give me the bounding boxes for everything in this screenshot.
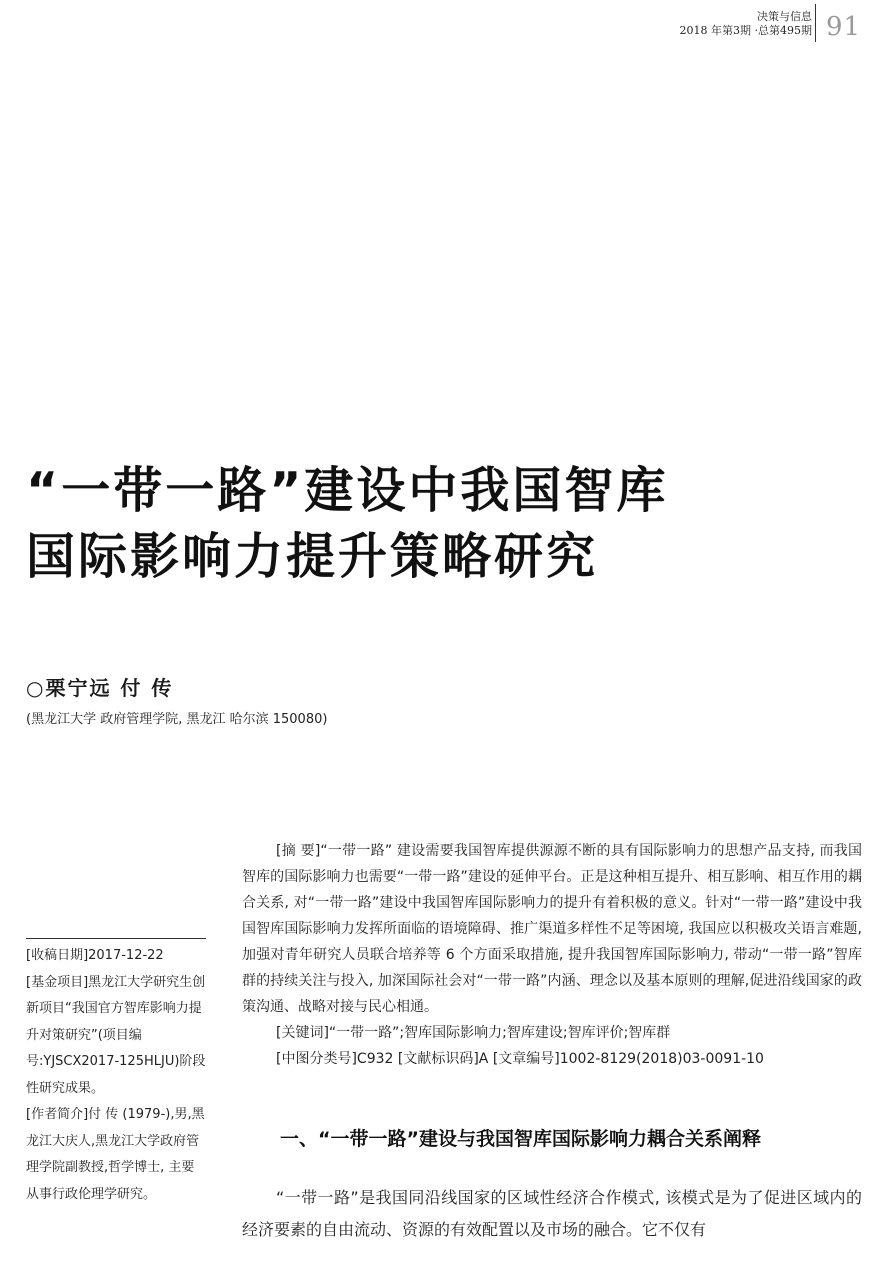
article-title	[26, 458, 786, 590]
author-bio: [作者简介]付 传 (1979-),男,黑龙江大庆人,黑龙江大学政府管理学院副教授,哲学博士, 主要从事行政伦理学研究。	[26, 1107, 205, 1202]
abstract-text: [摘 要]“一带一路” 建设需要我国智库提供源源不断的具有国际影响力的思想产品支持, 而我国智库的国际影响力也需要“一带一路”建设的延伸平台。正是这种相互提升、相互影响、相互作用的耦合关系, 对“一带一路”建设中我国智库国际影响力的提升有着积极的意义。针对“一带一路”建设中我国智库国际影响力发挥所面临的语境障碍、推广渠道多样性不足等困境, 我国应以积极攻关语言难题, 加强对青年研究人员联合培养等 6 个方面采取措施, 提升我国智库国际影响力, 带动“一带一路”智库群的持续关注与投入, 加深国际社会对“一带一路”内涵、理念以及基本原则的理解,促进沿线国家的政策沟通、战略对接与民心相通。	[242, 843, 862, 1015]
section-heading: 一、“一带一路”建设与我国智库国际影响力耦合关系阐释	[280, 1128, 761, 1150]
classification-codes: [中图分类号]C932 [文献标识码]A [文章编号]1002-8129(2018)03-0091-10	[276, 1051, 764, 1067]
received-date: [收稿日期]2017-12-22	[26, 948, 164, 963]
header-divider	[815, 4, 816, 42]
article-info-sidebar	[26, 938, 206, 1208]
title-line-1: “一带一路”建设中我国智库	[26, 462, 669, 519]
issue-info: 2018 年第3期 ·总第495期	[679, 24, 812, 37]
journal-name: 决策与信息	[757, 10, 812, 23]
page-number: 91	[826, 12, 862, 42]
title-line-2: 国际影响力提升策略研究	[26, 528, 599, 585]
abstract-block	[242, 838, 862, 1072]
fund-project: [基金项目]黑龙江大学研究生创新项目“我国官方智库影响力提升对策研究”(项目编号:YJSCX2017-125HLJU)阶段性研究成果。	[26, 974, 206, 1096]
running-header	[680, 10, 812, 38]
keywords: [关键词]“一带一路”;智库国际影响力;智库建设;智库评价;智库群	[276, 1025, 671, 1041]
body-paragraph: “一带一路”是我国同沿线国家的区域性经济合作模式, 该模式是为了促进区域内的经济要素的自由流动、资源的有效配置以及市场的融合。它不仅有	[242, 1188, 862, 1239]
author-line: ○栗宁远 付 传	[26, 676, 174, 700]
affiliation: (黑龙江大学 政府管理学院, 黑龙江 哈尔滨 150080)	[26, 712, 328, 727]
